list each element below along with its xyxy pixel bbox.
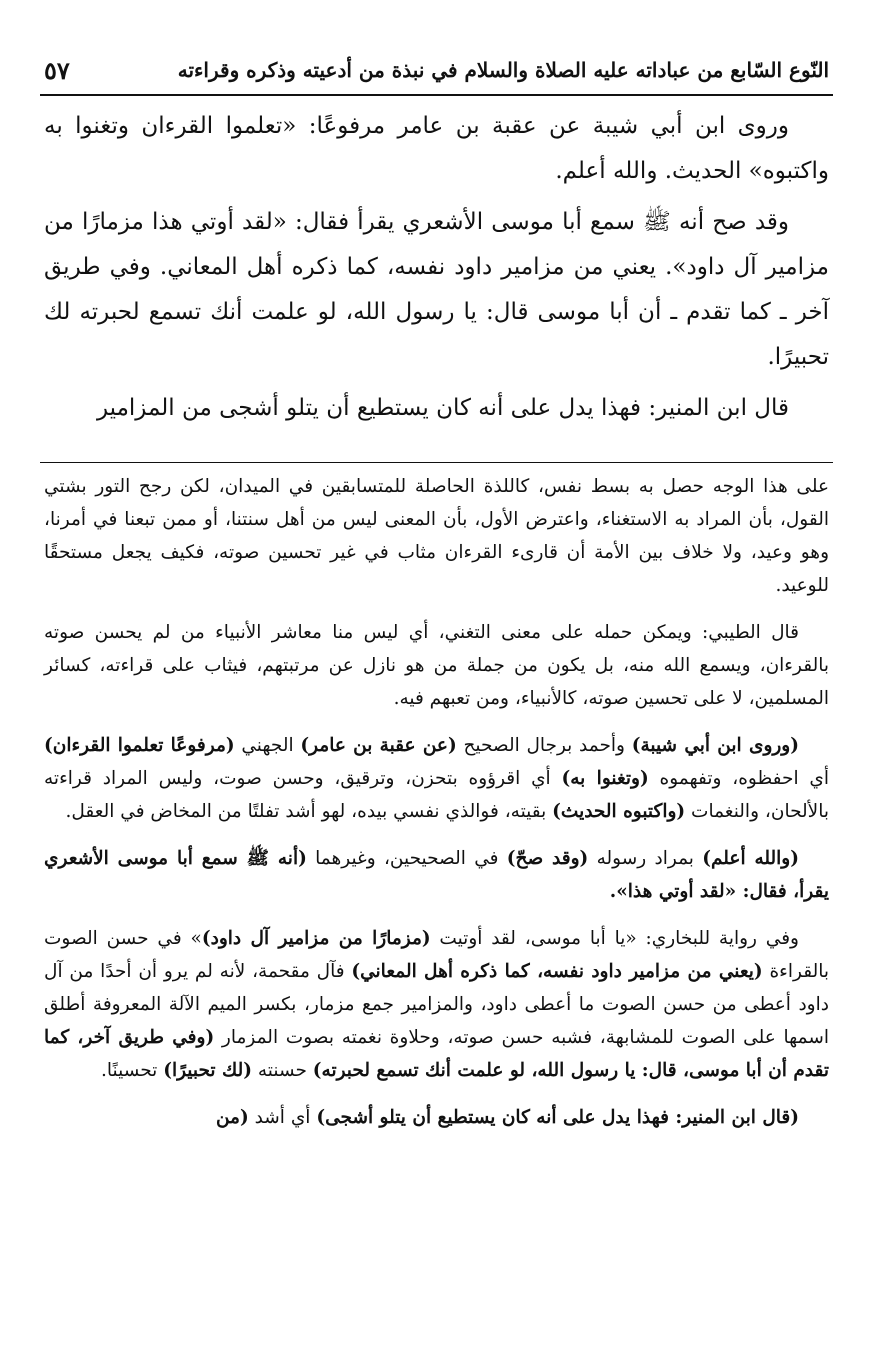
quoted-text: (وقد صحّ) <box>506 848 589 869</box>
quoted-text: (واكتبوه الحديث) <box>552 801 686 822</box>
gloss-text: وفي رواية للبخاري: «يا أبا موسى، لقد أوتيت <box>430 928 799 949</box>
quoted-text: (من <box>215 1107 249 1128</box>
commentary-paragraph: قال الطيبي: ويمكن حمله على معنى التغني، أي ليس منا معاشر الأنبياء من لم يحسن صوته بالقرءان، ويسمع الله منه، بل يكون من جملة من هو نازل عن مرتبتهم، فيثاب على قراءته، كسائر المسلمين، لا على تحسين صوته، كالأنبياء، ومن تعبهم فيه. <box>44 622 829 709</box>
gloss-text: بقيته، فوالذي نفسي بيده، لهو أشد تفلتًا من المخاض في العقل. <box>65 801 553 822</box>
commentary <box>44 470 829 1148</box>
main-text <box>44 104 829 437</box>
gloss-text: أي احفظوه، وتفهموه <box>648 768 829 789</box>
main-paragraph: وقد صح أنه ﷺ سمع أبا موسى الأشعري يقرأ فقال: «لقد أوتي هذا مزمارًا من مزامير آل داود». يعني من مزامير داود نفسه، كما ذكره أهل المعاني. وفي طريق آخر ـ كما تقدم ـ أن أبا موسى قال: يا رسول الله، لو علمت أنك تسمع لحبرته لك تحبيرًا. <box>44 209 830 370</box>
commentary-paragraph <box>44 842 829 908</box>
quoted-text: (وفي طريق آخر، كما تقدم أن أبا موسى، قال: يا رسول الله، لو علمت أنك تسمع لحبرته) <box>44 1027 829 1081</box>
running-title: النّوع السّابع من عباداته عليه الصلاة والسلام في نبذة من أدعيته وذكره وقراءته <box>177 58 829 82</box>
quoted-text: (يعني من مزامير داود نفسه، كما ذكره أهل المعاني) <box>351 961 763 982</box>
running-header <box>44 48 829 92</box>
main-paragraph: وروى ابن أبي شيبة عن عقبة بن عامر مرفوعًا: «تعلموا القرءان وتغنوا به واكتبوه» الحديث. والله أعلم. <box>44 113 829 184</box>
page-number: ٥٧ <box>44 55 70 85</box>
gloss-text: في الصحيحين، وغيرهما <box>306 848 507 869</box>
gloss-text: وأحمد برجال الصحيح <box>456 735 632 756</box>
gloss-text: » في حسن الصوت بالقراءة <box>44 928 829 982</box>
quoted-text: (مرفوعًا تعلموا القرءان) <box>44 735 235 756</box>
gloss-text: بمراد رسوله <box>588 848 703 869</box>
commentary-rule <box>40 462 833 463</box>
gloss-text: أي أشد <box>248 1107 317 1128</box>
gloss-text: فآل مقحمة، لأنه لم يرو أن أحدًا من آل داود أعطى من حسن الصوت ما أعطى داود، والمزامير جمع مزمار، بكسر الميم الآلة المعروفة أطلق اسمها على الصوت للمشابهة، فشبه حسن صوته، وحلاوة نغمته بصوت المزمار <box>44 961 829 1048</box>
gloss-text: الجهني <box>234 735 301 756</box>
main-paragraph: قال ابن المنير: فهذا يدل على أنه كان يستطيع أن يتلو أشجى من المزامير <box>96 395 789 421</box>
quoted-text: (وروى ابن أبي شيبة) <box>631 735 799 756</box>
header-rule <box>40 94 833 96</box>
commentary-paragraph <box>44 922 829 1087</box>
commentary-paragraph <box>44 729 829 828</box>
gloss-text: أي اقرؤوه بتحزن، وترقيق، وحسن صوت، وليس المراد قراءته بالألحان، والنغمات <box>44 768 829 822</box>
quoted-text: (أنه ﷺ سمع أبا موسى الأشعري يقرأ، فقال: «لقد أوتي هذا». <box>44 848 829 902</box>
gloss-text: حسنته <box>251 1060 313 1081</box>
quoted-text: (قال ابن المنير: فهذا يدل على أنه كان يستطيع أن يتلو أشجى) <box>316 1107 799 1128</box>
quoted-text: (مزمارًا من مزامير آل داود) <box>201 928 431 949</box>
commentary-paragraph: على هذا الوجه حصل به بسط نفس، كاللذة الحاصلة للمتسابقين في الميدان، لكن رجح التور بشتي القول، بأن المراد به الاستغناء، واعترض الأول، بأن المعنى ليس من أهل سنتنا، أو ممن تبعنا في أمرنا، وهو وعيد، ولا خلاف بين الأمة أن قارىء القرءان مثاب في غير تحسين صوته، فكيف يجعل مستحقًا للوعيد. <box>44 476 829 596</box>
quoted-text: (عن عقبة بن عامر) <box>300 735 457 756</box>
quoted-text: (وتغنوا به) <box>561 768 649 789</box>
quoted-text: (لك تحبيرًا) <box>163 1060 252 1081</box>
commentary-paragraph <box>44 1101 829 1134</box>
gloss-text: تحسينًا. <box>101 1060 164 1081</box>
quoted-text: (والله أعلم) <box>702 848 799 869</box>
